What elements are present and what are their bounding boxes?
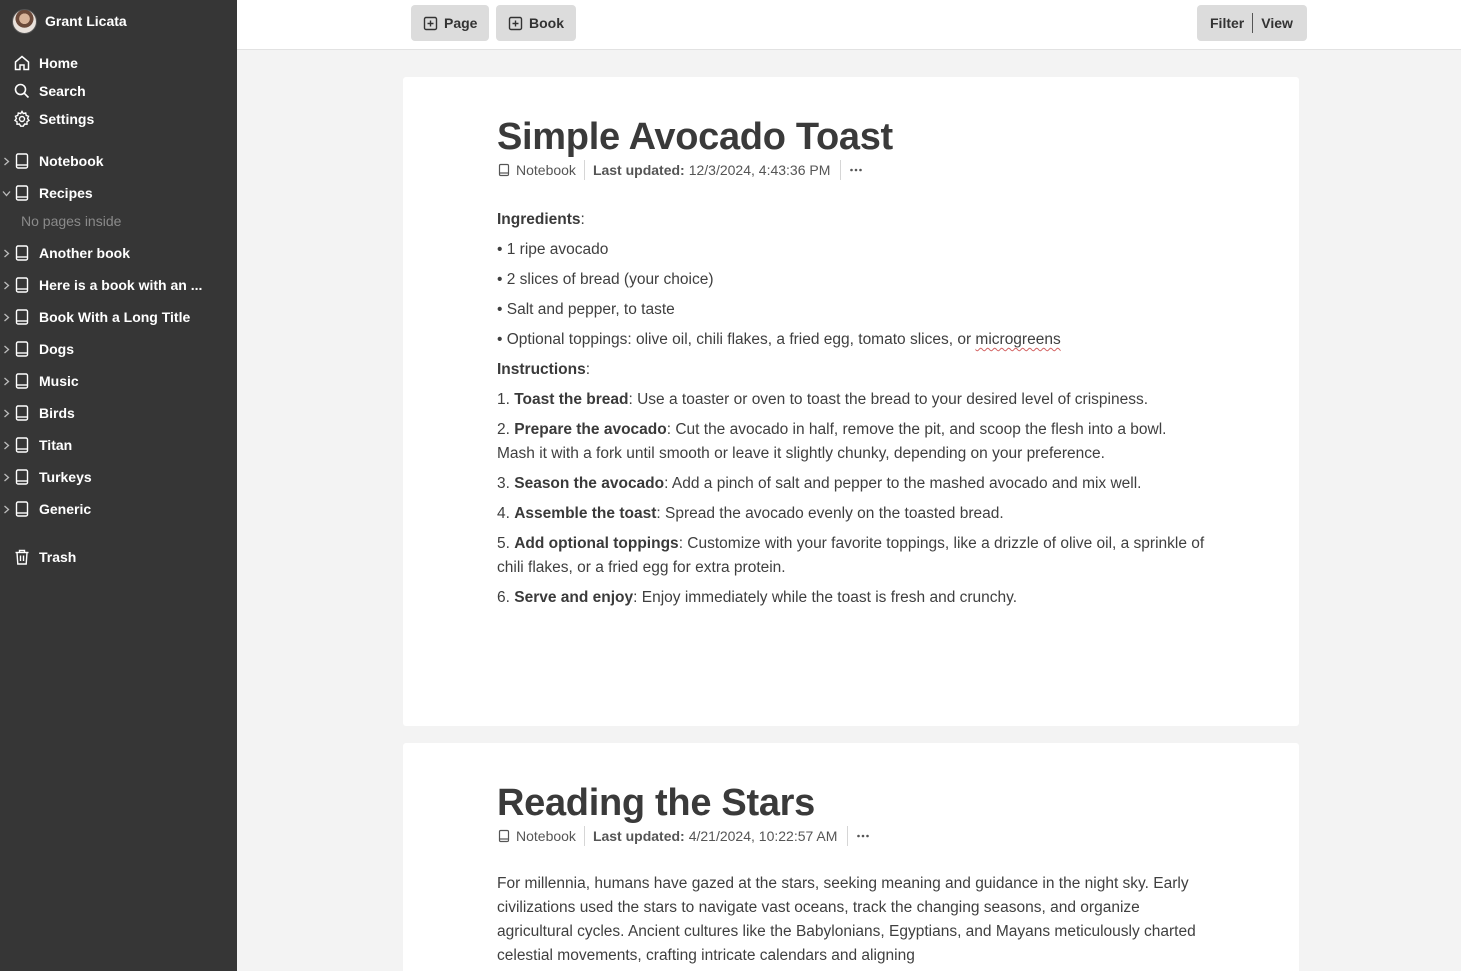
ingredient-item: • 2 slices of bread (your choice) — [497, 271, 714, 288]
sidebar-book-here-is-a-book[interactable] — [0, 273, 237, 297]
nav-home-label: Home — [39, 55, 78, 71]
instruction-step: 2. Prepare the avocado: Cut the avocado in half, remove the pit, and scoop the flesh into a bowl. Mash it with a fork until smooth or leave it slightly chunky, depending on your preference. — [497, 421, 1167, 462]
book-icon — [13, 152, 31, 170]
nav-home[interactable] — [13, 52, 78, 74]
page-book-link[interactable] — [497, 162, 576, 178]
page-content[interactable] — [497, 872, 1207, 968]
instructions-heading: Instructions — [497, 361, 586, 378]
instruction-step: 5. Add optional toppings: Customize with your favorite toppings, like a drizzle of olive oil, a sprinkle of chili flakes, or a fried egg for extra protein. — [497, 535, 1205, 576]
plus-square-icon — [508, 16, 523, 31]
chevron-right-icon[interactable] — [0, 441, 13, 450]
book-icon — [13, 244, 31, 262]
sidebar-book-music[interactable] — [0, 369, 237, 393]
book-icon — [497, 829, 511, 843]
gear-icon — [13, 110, 31, 128]
last-updated-value: 4/21/2024, 10:22:57 AM — [688, 828, 838, 844]
last-updated-value: 12/3/2024, 4:43:36 PM — [688, 162, 831, 178]
trash-icon — [13, 548, 31, 566]
filter-button[interactable]: Filter — [1210, 15, 1245, 31]
search-icon — [13, 82, 31, 100]
sidebar-book-label: Turkeys — [39, 469, 92, 485]
plus-square-icon — [423, 16, 438, 31]
more-options-button[interactable] — [856, 829, 870, 843]
book-icon — [13, 404, 31, 422]
divider — [1252, 13, 1253, 33]
ingredient-item: • Salt and pepper, to taste — [497, 301, 675, 318]
sidebar — [0, 0, 237, 971]
sidebar-book-generic[interactable] — [0, 497, 237, 521]
last-updated-label: Last updated: — [592, 162, 685, 178]
sidebar-book-label: Birds — [39, 405, 75, 421]
ellipsis-icon — [849, 163, 863, 177]
filter-view-group — [1197, 5, 1307, 41]
book-icon — [497, 163, 511, 177]
ellipsis-icon — [856, 829, 870, 843]
nav-trash-label: Trash — [39, 549, 77, 565]
chevron-right-icon[interactable] — [0, 249, 13, 258]
page-book-label: Notebook — [516, 162, 576, 178]
more-options-button[interactable] — [849, 163, 863, 177]
sidebar-book-turkeys[interactable] — [0, 465, 237, 489]
sidebar-book-label: Generic — [39, 501, 92, 517]
avatar — [12, 9, 37, 34]
new-book-label: Book — [529, 15, 564, 31]
chevron-right-icon[interactable] — [0, 473, 13, 482]
new-book-button[interactable] — [496, 5, 576, 41]
sidebar-book-label: Music — [39, 373, 79, 389]
new-page-label: Page — [444, 15, 478, 31]
book-icon — [13, 340, 31, 358]
nav-search-label: Search — [39, 83, 86, 99]
chevron-right-icon[interactable] — [0, 157, 13, 166]
empty-book-note: No pages inside — [21, 213, 122, 229]
sidebar-book-label: Book With a Long Title — [39, 309, 191, 325]
sidebar-book-label: Another book — [39, 245, 130, 261]
sidebar-book-birds[interactable] — [0, 401, 237, 425]
page-book-label: Notebook — [516, 828, 576, 844]
ingredients-heading: Ingredients — [497, 211, 581, 228]
chevron-right-icon[interactable] — [0, 505, 13, 514]
paragraph: For millennia, humans have gazed at the stars, seeking meaning and guidance in the night sky. Early civilizations used the stars to navigate vast oceans, track the changing seasons, and organize agricultural cycles. Ancient cultures like the Babylonians, Egyptians, and Mayans meticulously charted celestial movements, crafting intricate calendars and aligning — [497, 875, 1196, 964]
user-name: Grant Licata — [45, 13, 127, 29]
page-title[interactable]: Simple Avocado Toast — [497, 116, 893, 158]
sidebar-book-label: Here is a book with an ... — [39, 277, 203, 293]
page-meta — [497, 159, 1207, 181]
home-icon — [13, 54, 31, 72]
chevron-right-icon[interactable] — [0, 345, 13, 354]
nav-settings[interactable] — [13, 108, 94, 130]
book-icon — [13, 308, 31, 326]
sidebar-book-titan[interactable] — [0, 433, 237, 457]
book-icon — [13, 372, 31, 390]
nav-trash[interactable] — [13, 546, 76, 568]
instruction-step: 1. Toast the bread: Use a toaster or oven to toast the bread to your desired level of crispiness. — [497, 391, 1149, 408]
ingredient-item: • Optional toppings: olive oil, chili flakes, a fried egg, tomato slices, or microgreens — [497, 331, 1061, 348]
sidebar-book-another-book[interactable] — [0, 241, 237, 265]
chevron-down-icon[interactable] — [0, 189, 13, 198]
sidebar-book-label: Notebook — [39, 153, 104, 169]
last-updated-label: Last updated: — [592, 828, 685, 844]
sidebar-book-dogs[interactable] — [0, 337, 237, 361]
misspelled-word: microgreens — [975, 331, 1061, 348]
chevron-right-icon[interactable] — [0, 377, 13, 386]
book-icon — [13, 500, 31, 518]
page-title[interactable]: Reading the Stars — [497, 782, 815, 824]
sidebar-book-notebook[interactable] — [0, 149, 237, 173]
page-card — [403, 743, 1299, 971]
book-icon — [13, 184, 31, 202]
sidebar-book-label: Dogs — [39, 341, 74, 357]
ingredient-item: • 1 ripe avocado — [497, 241, 609, 258]
chevron-right-icon[interactable] — [0, 313, 13, 322]
page-content[interactable]: Ingredients: • 1 ripe avocado • 2 slices of bread (your choice) • Salt and pepper, to taste • Optional toppings: olive oil, chili flakes, a fried egg, tomato slices, or microgreens Instructions: 1. Toast the bread: Use a toaster or oven to toast the bread to your desired level of crispiness. 2. Prepare the avocado: Cut the avocado in half, remove the pit, and scoop the flesh into a bowl. Mash it with a fork until smooth or leave it slightly chunky, depending on your preference. 3. Season the avocado: Add a pinch of salt and pepper to the mashed avocado and mix well. 4. Assemble the toast: Spread the avocado evenly on the toasted bread. 5. Add optional toppings: Customize with your favorite toppings, like a drizzle of olive oil, a sprinkle of chili flakes, or a fried egg for extra protein. 6. Serve and enjoy: Enjoy immediately while the toast is fresh and crunchy. — [497, 208, 1207, 610]
instruction-step: 4. Assemble the toast: Spread the avocado evenly on the toasted bread. — [497, 505, 1004, 522]
nav-settings-label: Settings — [39, 111, 95, 127]
chevron-right-icon[interactable] — [0, 409, 13, 418]
divider — [584, 826, 585, 846]
top-toolbar — [237, 0, 1461, 50]
divider — [840, 160, 841, 180]
sidebar-book-long-title[interactable] — [0, 305, 237, 329]
instruction-step: 6. Serve and enjoy: Enjoy immediately while the toast is fresh and crunchy. — [497, 589, 1018, 606]
new-page-button[interactable] — [411, 5, 489, 41]
sidebar-book-recipes[interactable] — [0, 181, 237, 205]
divider — [847, 826, 848, 846]
divider — [584, 160, 585, 180]
page-meta — [497, 825, 1207, 847]
page-card — [403, 77, 1299, 726]
view-button[interactable]: View — [1261, 15, 1293, 31]
book-icon — [13, 436, 31, 454]
page-book-link[interactable] — [497, 828, 576, 844]
sidebar-book-label: Titan — [39, 437, 73, 453]
instruction-step: 3. Season the avocado: Add a pinch of salt and pepper to the mashed avocado and mix well. — [497, 475, 1142, 492]
book-icon — [13, 468, 31, 486]
sidebar-book-label: Recipes — [39, 185, 93, 201]
user-menu[interactable] — [12, 8, 127, 34]
chevron-right-icon[interactable] — [0, 281, 13, 290]
nav-search[interactable] — [13, 80, 86, 102]
book-icon — [13, 276, 31, 294]
